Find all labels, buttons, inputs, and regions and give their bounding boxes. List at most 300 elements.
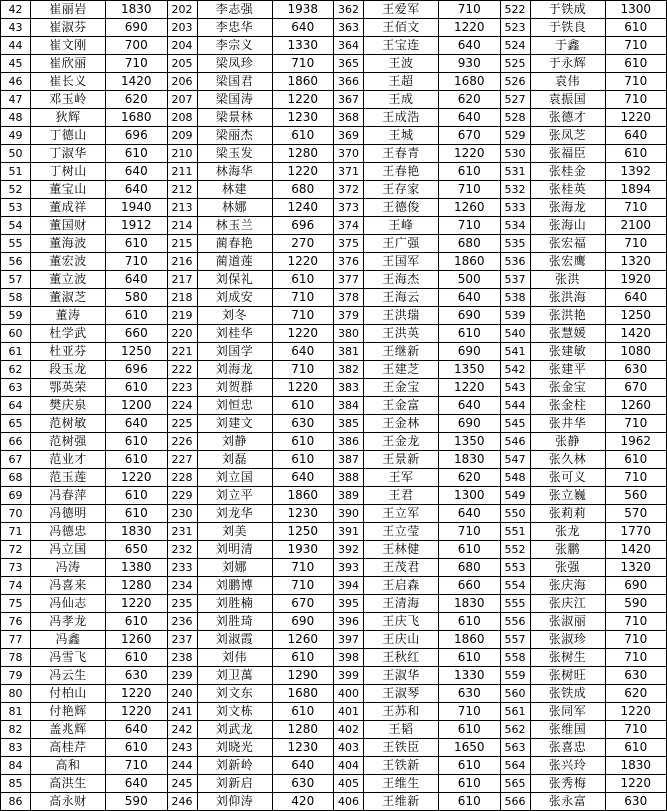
- value-cell[interactable]: 640: [439, 397, 501, 415]
- row-number-cell[interactable]: 526: [500, 73, 530, 91]
- row-number-cell[interactable]: 528: [500, 109, 530, 127]
- value-cell[interactable]: 710: [439, 217, 501, 235]
- value-cell[interactable]: 1830: [605, 757, 667, 775]
- value-cell[interactable]: 1330: [439, 667, 501, 685]
- name-cell[interactable]: 张树生: [530, 649, 605, 667]
- value-cell[interactable]: 1320: [605, 559, 667, 577]
- name-cell[interactable]: 袁伟: [530, 73, 605, 91]
- row-number-cell[interactable]: 226: [167, 433, 197, 451]
- value-cell[interactable]: 710: [272, 307, 334, 325]
- value-cell[interactable]: 270: [272, 235, 334, 253]
- value-cell[interactable]: 1320: [605, 253, 667, 271]
- value-cell[interactable]: 1260: [272, 631, 334, 649]
- name-cell[interactable]: 盖兆辉: [31, 721, 106, 739]
- row-number-cell[interactable]: 384: [334, 397, 364, 415]
- name-cell[interactable]: 王海杰: [364, 271, 439, 289]
- row-number-cell[interactable]: 403: [334, 739, 364, 757]
- value-cell[interactable]: 710: [272, 577, 334, 595]
- row-number-cell[interactable]: 235: [167, 595, 197, 613]
- value-cell[interactable]: 1860: [272, 73, 334, 91]
- value-cell[interactable]: 1894: [605, 181, 667, 199]
- row-number-cell[interactable]: 561: [500, 703, 530, 721]
- row-number-cell[interactable]: 553: [500, 559, 530, 577]
- name-cell[interactable]: 王军: [364, 469, 439, 487]
- row-number-cell[interactable]: 79: [1, 667, 31, 685]
- row-number-cell[interactable]: 380: [334, 325, 364, 343]
- row-number-cell[interactable]: 405: [334, 775, 364, 793]
- name-cell[interactable]: 冯鑫: [31, 631, 106, 649]
- value-cell[interactable]: 1680: [439, 73, 501, 91]
- name-cell[interactable]: 刘娜: [197, 559, 272, 577]
- row-number-cell[interactable]: 202: [167, 1, 197, 19]
- value-cell[interactable]: 610: [605, 739, 667, 757]
- name-cell[interactable]: 张兴玲: [530, 757, 605, 775]
- name-cell[interactable]: 王春艳: [364, 163, 439, 181]
- row-number-cell[interactable]: 44: [1, 37, 31, 55]
- name-cell[interactable]: 刘磊: [197, 451, 272, 469]
- name-cell[interactable]: 梁凤珍: [197, 55, 272, 73]
- name-cell[interactable]: 刘恒忠: [197, 397, 272, 415]
- value-cell[interactable]: 1280: [272, 721, 334, 739]
- name-cell[interactable]: 刘鹏博: [197, 577, 272, 595]
- name-cell[interactable]: 王铁臣: [364, 739, 439, 757]
- row-number-cell[interactable]: 566: [500, 793, 530, 811]
- value-cell[interactable]: 610: [106, 739, 168, 757]
- value-cell[interactable]: 690: [605, 577, 667, 595]
- name-cell[interactable]: 张立巍: [530, 487, 605, 505]
- row-number-cell[interactable]: 61: [1, 343, 31, 361]
- value-cell[interactable]: 1680: [106, 109, 168, 127]
- name-cell[interactable]: 刘武龙: [197, 721, 272, 739]
- value-cell[interactable]: 710: [605, 235, 667, 253]
- row-number-cell[interactable]: 556: [500, 613, 530, 631]
- row-number-cell[interactable]: 540: [500, 325, 530, 343]
- name-cell[interactable]: 张鹏: [530, 541, 605, 559]
- name-cell[interactable]: 董涛: [31, 307, 106, 325]
- row-number-cell[interactable]: 204: [167, 37, 197, 55]
- value-cell[interactable]: 690: [272, 613, 334, 631]
- name-cell[interactable]: 李宗义: [197, 37, 272, 55]
- name-cell[interactable]: 王宝连: [364, 37, 439, 55]
- name-cell[interactable]: 王德俊: [364, 199, 439, 217]
- value-cell[interactable]: 700: [106, 37, 168, 55]
- name-cell[interactable]: 高桂芹: [31, 739, 106, 757]
- name-cell[interactable]: 王铁新: [364, 757, 439, 775]
- name-cell[interactable]: 张喜忠: [530, 739, 605, 757]
- value-cell[interactable]: 1770: [605, 523, 667, 541]
- row-number-cell[interactable]: 367: [334, 91, 364, 109]
- name-cell[interactable]: 于铁良: [530, 19, 605, 37]
- row-number-cell[interactable]: 225: [167, 415, 197, 433]
- row-number-cell[interactable]: 71: [1, 523, 31, 541]
- name-cell[interactable]: 张洪艳: [530, 307, 605, 325]
- name-cell[interactable]: 张海山: [530, 217, 605, 235]
- row-number-cell[interactable]: 368: [334, 109, 364, 127]
- value-cell[interactable]: 1392: [605, 163, 667, 181]
- value-cell[interactable]: 1912: [106, 217, 168, 235]
- row-number-cell[interactable]: 51: [1, 163, 31, 181]
- name-cell[interactable]: 蔺道莲: [197, 253, 272, 271]
- row-number-cell[interactable]: 58: [1, 289, 31, 307]
- row-number-cell[interactable]: 231: [167, 523, 197, 541]
- name-cell[interactable]: 崔文刚: [31, 37, 106, 55]
- name-cell[interactable]: 王金宝: [364, 379, 439, 397]
- row-number-cell[interactable]: 374: [334, 217, 364, 235]
- name-cell[interactable]: 张金宝: [530, 379, 605, 397]
- value-cell[interactable]: 1930: [272, 541, 334, 559]
- value-cell[interactable]: 1220: [272, 163, 334, 181]
- row-number-cell[interactable]: 54: [1, 217, 31, 235]
- value-cell[interactable]: 710: [272, 289, 334, 307]
- row-number-cell[interactable]: 399: [334, 667, 364, 685]
- row-number-cell[interactable]: 372: [334, 181, 364, 199]
- value-cell[interactable]: 710: [439, 523, 501, 541]
- value-cell[interactable]: 610: [439, 793, 501, 811]
- row-number-cell[interactable]: 228: [167, 469, 197, 487]
- value-cell[interactable]: 710: [106, 55, 168, 73]
- value-cell[interactable]: 500: [439, 271, 501, 289]
- value-cell[interactable]: 1220: [272, 91, 334, 109]
- name-cell[interactable]: 范业才: [31, 451, 106, 469]
- value-cell[interactable]: 640: [106, 181, 168, 199]
- name-cell[interactable]: 张桂英: [530, 181, 605, 199]
- value-cell[interactable]: 640: [106, 163, 168, 181]
- row-number-cell[interactable]: 398: [334, 649, 364, 667]
- name-cell[interactable]: 范树强: [31, 433, 106, 451]
- row-number-cell[interactable]: 65: [1, 415, 31, 433]
- value-cell[interactable]: 620: [106, 91, 168, 109]
- name-cell[interactable]: 张强: [530, 559, 605, 577]
- value-cell[interactable]: 1920: [605, 271, 667, 289]
- row-number-cell[interactable]: 377: [334, 271, 364, 289]
- row-number-cell[interactable]: 523: [500, 19, 530, 37]
- value-cell[interactable]: 710: [605, 73, 667, 91]
- name-cell[interactable]: 付柏山: [31, 685, 106, 703]
- row-number-cell[interactable]: 386: [334, 433, 364, 451]
- name-cell[interactable]: 刘文东: [197, 685, 272, 703]
- row-number-cell[interactable]: 551: [500, 523, 530, 541]
- row-number-cell[interactable]: 385: [334, 415, 364, 433]
- name-cell[interactable]: 于鑫: [530, 37, 605, 55]
- name-cell[interactable]: 王春青: [364, 145, 439, 163]
- row-number-cell[interactable]: 245: [167, 775, 197, 793]
- name-cell[interactable]: 刘桂华: [197, 325, 272, 343]
- value-cell[interactable]: 580: [106, 289, 168, 307]
- name-cell[interactable]: 王淑琴: [364, 685, 439, 703]
- name-cell[interactable]: 梁国涛: [197, 91, 272, 109]
- row-number-cell[interactable]: 376: [334, 253, 364, 271]
- value-cell[interactable]: 680: [439, 235, 501, 253]
- value-cell[interactable]: 1220: [439, 19, 501, 37]
- row-number-cell[interactable]: 546: [500, 433, 530, 451]
- name-cell[interactable]: 范树敏: [31, 415, 106, 433]
- row-number-cell[interactable]: 542: [500, 361, 530, 379]
- value-cell[interactable]: 1220: [106, 685, 168, 703]
- value-cell[interactable]: 710: [272, 361, 334, 379]
- value-cell[interactable]: 640: [272, 757, 334, 775]
- name-cell[interactable]: 林建: [197, 181, 272, 199]
- value-cell[interactable]: 610: [439, 721, 501, 739]
- name-cell[interactable]: 冯喜来: [31, 577, 106, 595]
- name-cell[interactable]: 张建敏: [530, 343, 605, 361]
- row-number-cell[interactable]: 77: [1, 631, 31, 649]
- name-cell[interactable]: 王维新: [364, 793, 439, 811]
- row-number-cell[interactable]: 381: [334, 343, 364, 361]
- row-number-cell[interactable]: 387: [334, 451, 364, 469]
- name-cell[interactable]: 刘美: [197, 523, 272, 541]
- name-cell[interactable]: 刘晓光: [197, 739, 272, 757]
- value-cell[interactable]: 660: [439, 577, 501, 595]
- value-cell[interactable]: 1220: [439, 379, 501, 397]
- name-cell[interactable]: 樊庆泉: [31, 397, 106, 415]
- value-cell[interactable]: 610: [439, 613, 501, 631]
- value-cell[interactable]: 670: [605, 379, 667, 397]
- row-number-cell[interactable]: 50: [1, 145, 31, 163]
- row-number-cell[interactable]: 394: [334, 577, 364, 595]
- name-cell[interactable]: 张可义: [530, 469, 605, 487]
- value-cell[interactable]: 610: [272, 703, 334, 721]
- name-cell[interactable]: 王超: [364, 73, 439, 91]
- row-number-cell[interactable]: 207: [167, 91, 197, 109]
- value-cell[interactable]: 640: [272, 343, 334, 361]
- name-cell[interactable]: 王洪英: [364, 325, 439, 343]
- name-cell[interactable]: 王韬: [364, 721, 439, 739]
- row-number-cell[interactable]: 206: [167, 73, 197, 91]
- value-cell[interactable]: 710: [605, 721, 667, 739]
- value-cell[interactable]: 696: [272, 217, 334, 235]
- value-cell[interactable]: 640: [272, 19, 334, 37]
- row-number-cell[interactable]: 383: [334, 379, 364, 397]
- value-cell[interactable]: 1860: [439, 253, 501, 271]
- name-cell[interactable]: 王波: [364, 55, 439, 73]
- value-cell[interactable]: 610: [605, 55, 667, 73]
- value-cell[interactable]: 1250: [605, 307, 667, 325]
- row-number-cell[interactable]: 55: [1, 235, 31, 253]
- row-number-cell[interactable]: 559: [500, 667, 530, 685]
- value-cell[interactable]: 1962: [605, 433, 667, 451]
- name-cell[interactable]: 崔欣丽: [31, 55, 106, 73]
- row-number-cell[interactable]: 239: [167, 667, 197, 685]
- row-number-cell[interactable]: 227: [167, 451, 197, 469]
- value-cell[interactable]: 680: [272, 181, 334, 199]
- row-number-cell[interactable]: 237: [167, 631, 197, 649]
- row-number-cell[interactable]: 391: [334, 523, 364, 541]
- row-number-cell[interactable]: 522: [500, 1, 530, 19]
- row-number-cell[interactable]: 370: [334, 145, 364, 163]
- value-cell[interactable]: 1080: [605, 343, 667, 361]
- value-cell[interactable]: 1230: [272, 505, 334, 523]
- row-number-cell[interactable]: 59: [1, 307, 31, 325]
- value-cell[interactable]: 610: [272, 451, 334, 469]
- value-cell[interactable]: 690: [439, 307, 501, 325]
- value-cell[interactable]: 670: [272, 595, 334, 613]
- value-cell[interactable]: 690: [439, 415, 501, 433]
- value-cell[interactable]: 640: [106, 775, 168, 793]
- name-cell[interactable]: 王金林: [364, 415, 439, 433]
- name-cell[interactable]: 张建平: [530, 361, 605, 379]
- name-cell[interactable]: 冯孝龙: [31, 613, 106, 631]
- name-cell[interactable]: 刘立国: [197, 469, 272, 487]
- name-cell[interactable]: 王淑华: [364, 667, 439, 685]
- value-cell[interactable]: 1260: [439, 199, 501, 217]
- row-number-cell[interactable]: 56: [1, 253, 31, 271]
- value-cell[interactable]: 590: [106, 793, 168, 811]
- row-number-cell[interactable]: 555: [500, 595, 530, 613]
- row-number-cell[interactable]: 238: [167, 649, 197, 667]
- value-cell[interactable]: 610: [106, 451, 168, 469]
- value-cell[interactable]: 710: [605, 631, 667, 649]
- row-number-cell[interactable]: 62: [1, 361, 31, 379]
- row-number-cell[interactable]: 560: [500, 685, 530, 703]
- name-cell[interactable]: 刘贺群: [197, 379, 272, 397]
- name-cell[interactable]: 王维生: [364, 775, 439, 793]
- value-cell[interactable]: 610: [272, 127, 334, 145]
- value-cell[interactable]: 1220: [272, 379, 334, 397]
- row-number-cell[interactable]: 364: [334, 37, 364, 55]
- value-cell[interactable]: 1280: [272, 145, 334, 163]
- name-cell[interactable]: 冯雪飞: [31, 649, 106, 667]
- name-cell[interactable]: 王启森: [364, 577, 439, 595]
- name-cell[interactable]: 杜学武: [31, 325, 106, 343]
- value-cell[interactable]: 1280: [106, 577, 168, 595]
- name-cell[interactable]: 刘新岭: [197, 757, 272, 775]
- name-cell[interactable]: 张静: [530, 433, 605, 451]
- row-number-cell[interactable]: 525: [500, 55, 530, 73]
- row-number-cell[interactable]: 389: [334, 487, 364, 505]
- value-cell[interactable]: 630: [106, 667, 168, 685]
- value-cell[interactable]: 1420: [106, 73, 168, 91]
- value-cell[interactable]: 696: [106, 361, 168, 379]
- row-number-cell[interactable]: 219: [167, 307, 197, 325]
- row-number-cell[interactable]: 75: [1, 595, 31, 613]
- name-cell[interactable]: 王海云: [364, 289, 439, 307]
- row-number-cell[interactable]: 529: [500, 127, 530, 145]
- name-cell[interactable]: 付艳辉: [31, 703, 106, 721]
- value-cell[interactable]: 1200: [106, 397, 168, 415]
- row-number-cell[interactable]: 218: [167, 289, 197, 307]
- value-cell[interactable]: 650: [106, 541, 168, 559]
- value-cell[interactable]: 1300: [605, 1, 667, 19]
- name-cell[interactable]: 蔺春艳: [197, 235, 272, 253]
- name-cell[interactable]: 刘立平: [197, 487, 272, 505]
- row-number-cell[interactable]: 388: [334, 469, 364, 487]
- name-cell[interactable]: 林玉兰: [197, 217, 272, 235]
- name-cell[interactable]: 张永富: [530, 793, 605, 811]
- value-cell[interactable]: 610: [439, 775, 501, 793]
- name-cell[interactable]: 梁景林: [197, 109, 272, 127]
- row-number-cell[interactable]: 220: [167, 325, 197, 343]
- value-cell[interactable]: 570: [605, 505, 667, 523]
- name-cell[interactable]: 刘胜琦: [197, 613, 272, 631]
- name-cell[interactable]: 刘国学: [197, 343, 272, 361]
- row-number-cell[interactable]: 76: [1, 613, 31, 631]
- value-cell[interactable]: 610: [605, 19, 667, 37]
- value-cell[interactable]: 630: [605, 361, 667, 379]
- value-cell[interactable]: 1220: [605, 775, 667, 793]
- row-number-cell[interactable]: 241: [167, 703, 197, 721]
- row-number-cell[interactable]: 371: [334, 163, 364, 181]
- name-cell[interactable]: 张秀梅: [530, 775, 605, 793]
- name-cell[interactable]: 崔丽岩: [31, 1, 106, 19]
- value-cell[interactable]: 1260: [605, 397, 667, 415]
- value-cell[interactable]: 710: [605, 613, 667, 631]
- value-cell[interactable]: 630: [439, 685, 501, 703]
- name-cell[interactable]: 张莉莉: [530, 505, 605, 523]
- name-cell[interactable]: 冯立国: [31, 541, 106, 559]
- row-number-cell[interactable]: 232: [167, 541, 197, 559]
- row-number-cell[interactable]: 215: [167, 235, 197, 253]
- name-cell[interactable]: 梁丽杰: [197, 127, 272, 145]
- value-cell[interactable]: 1420: [605, 325, 667, 343]
- name-cell[interactable]: 张龙: [530, 523, 605, 541]
- name-cell[interactable]: 王存家: [364, 181, 439, 199]
- name-cell[interactable]: 王苏和: [364, 703, 439, 721]
- value-cell[interactable]: 1330: [272, 37, 334, 55]
- row-number-cell[interactable]: 545: [500, 415, 530, 433]
- value-cell[interactable]: 1940: [106, 199, 168, 217]
- name-cell[interactable]: 张维国: [530, 721, 605, 739]
- name-cell[interactable]: 张铁成: [530, 685, 605, 703]
- name-cell[interactable]: 张海龙: [530, 199, 605, 217]
- name-cell[interactable]: 王广强: [364, 235, 439, 253]
- value-cell[interactable]: 1860: [439, 631, 501, 649]
- value-cell[interactable]: 1938: [272, 1, 334, 19]
- row-number-cell[interactable]: 81: [1, 703, 31, 721]
- value-cell[interactable]: 640: [605, 127, 667, 145]
- name-cell[interactable]: 张淑丽: [530, 613, 605, 631]
- row-number-cell[interactable]: 363: [334, 19, 364, 37]
- row-number-cell[interactable]: 392: [334, 541, 364, 559]
- name-cell[interactable]: 范玉莲: [31, 469, 106, 487]
- name-cell[interactable]: 董立波: [31, 271, 106, 289]
- name-cell[interactable]: 张洪海: [530, 289, 605, 307]
- name-cell[interactable]: 刘淑霞: [197, 631, 272, 649]
- value-cell[interactable]: 710: [106, 253, 168, 271]
- value-cell[interactable]: 610: [106, 379, 168, 397]
- name-cell[interactable]: 袁振国: [530, 91, 605, 109]
- value-cell[interactable]: 670: [439, 127, 501, 145]
- name-cell[interactable]: 林娜: [197, 199, 272, 217]
- value-cell[interactable]: 2100: [605, 217, 667, 235]
- value-cell[interactable]: 930: [439, 55, 501, 73]
- row-number-cell[interactable]: 558: [500, 649, 530, 667]
- value-cell[interactable]: 590: [605, 595, 667, 613]
- row-number-cell[interactable]: 366: [334, 73, 364, 91]
- value-cell[interactable]: 610: [439, 163, 501, 181]
- name-cell[interactable]: 王建芝: [364, 361, 439, 379]
- name-cell[interactable]: 刘胜楠: [197, 595, 272, 613]
- value-cell[interactable]: 560: [605, 487, 667, 505]
- row-number-cell[interactable]: 396: [334, 613, 364, 631]
- row-number-cell[interactable]: 52: [1, 181, 31, 199]
- value-cell[interactable]: 1260: [106, 631, 168, 649]
- value-cell[interactable]: 710: [605, 199, 667, 217]
- row-number-cell[interactable]: 402: [334, 721, 364, 739]
- row-number-cell[interactable]: 401: [334, 703, 364, 721]
- name-cell[interactable]: 张庆江: [530, 595, 605, 613]
- name-cell[interactable]: 刘新启: [197, 775, 272, 793]
- row-number-cell[interactable]: 539: [500, 307, 530, 325]
- name-cell[interactable]: 鄂英荣: [31, 379, 106, 397]
- row-number-cell[interactable]: 557: [500, 631, 530, 649]
- value-cell[interactable]: 610: [605, 451, 667, 469]
- value-cell[interactable]: 1350: [439, 361, 501, 379]
- value-cell[interactable]: 710: [605, 37, 667, 55]
- value-cell[interactable]: 1220: [605, 109, 667, 127]
- name-cell[interactable]: 刘龙华: [197, 505, 272, 523]
- value-cell[interactable]: 660: [106, 325, 168, 343]
- value-cell[interactable]: 640: [106, 271, 168, 289]
